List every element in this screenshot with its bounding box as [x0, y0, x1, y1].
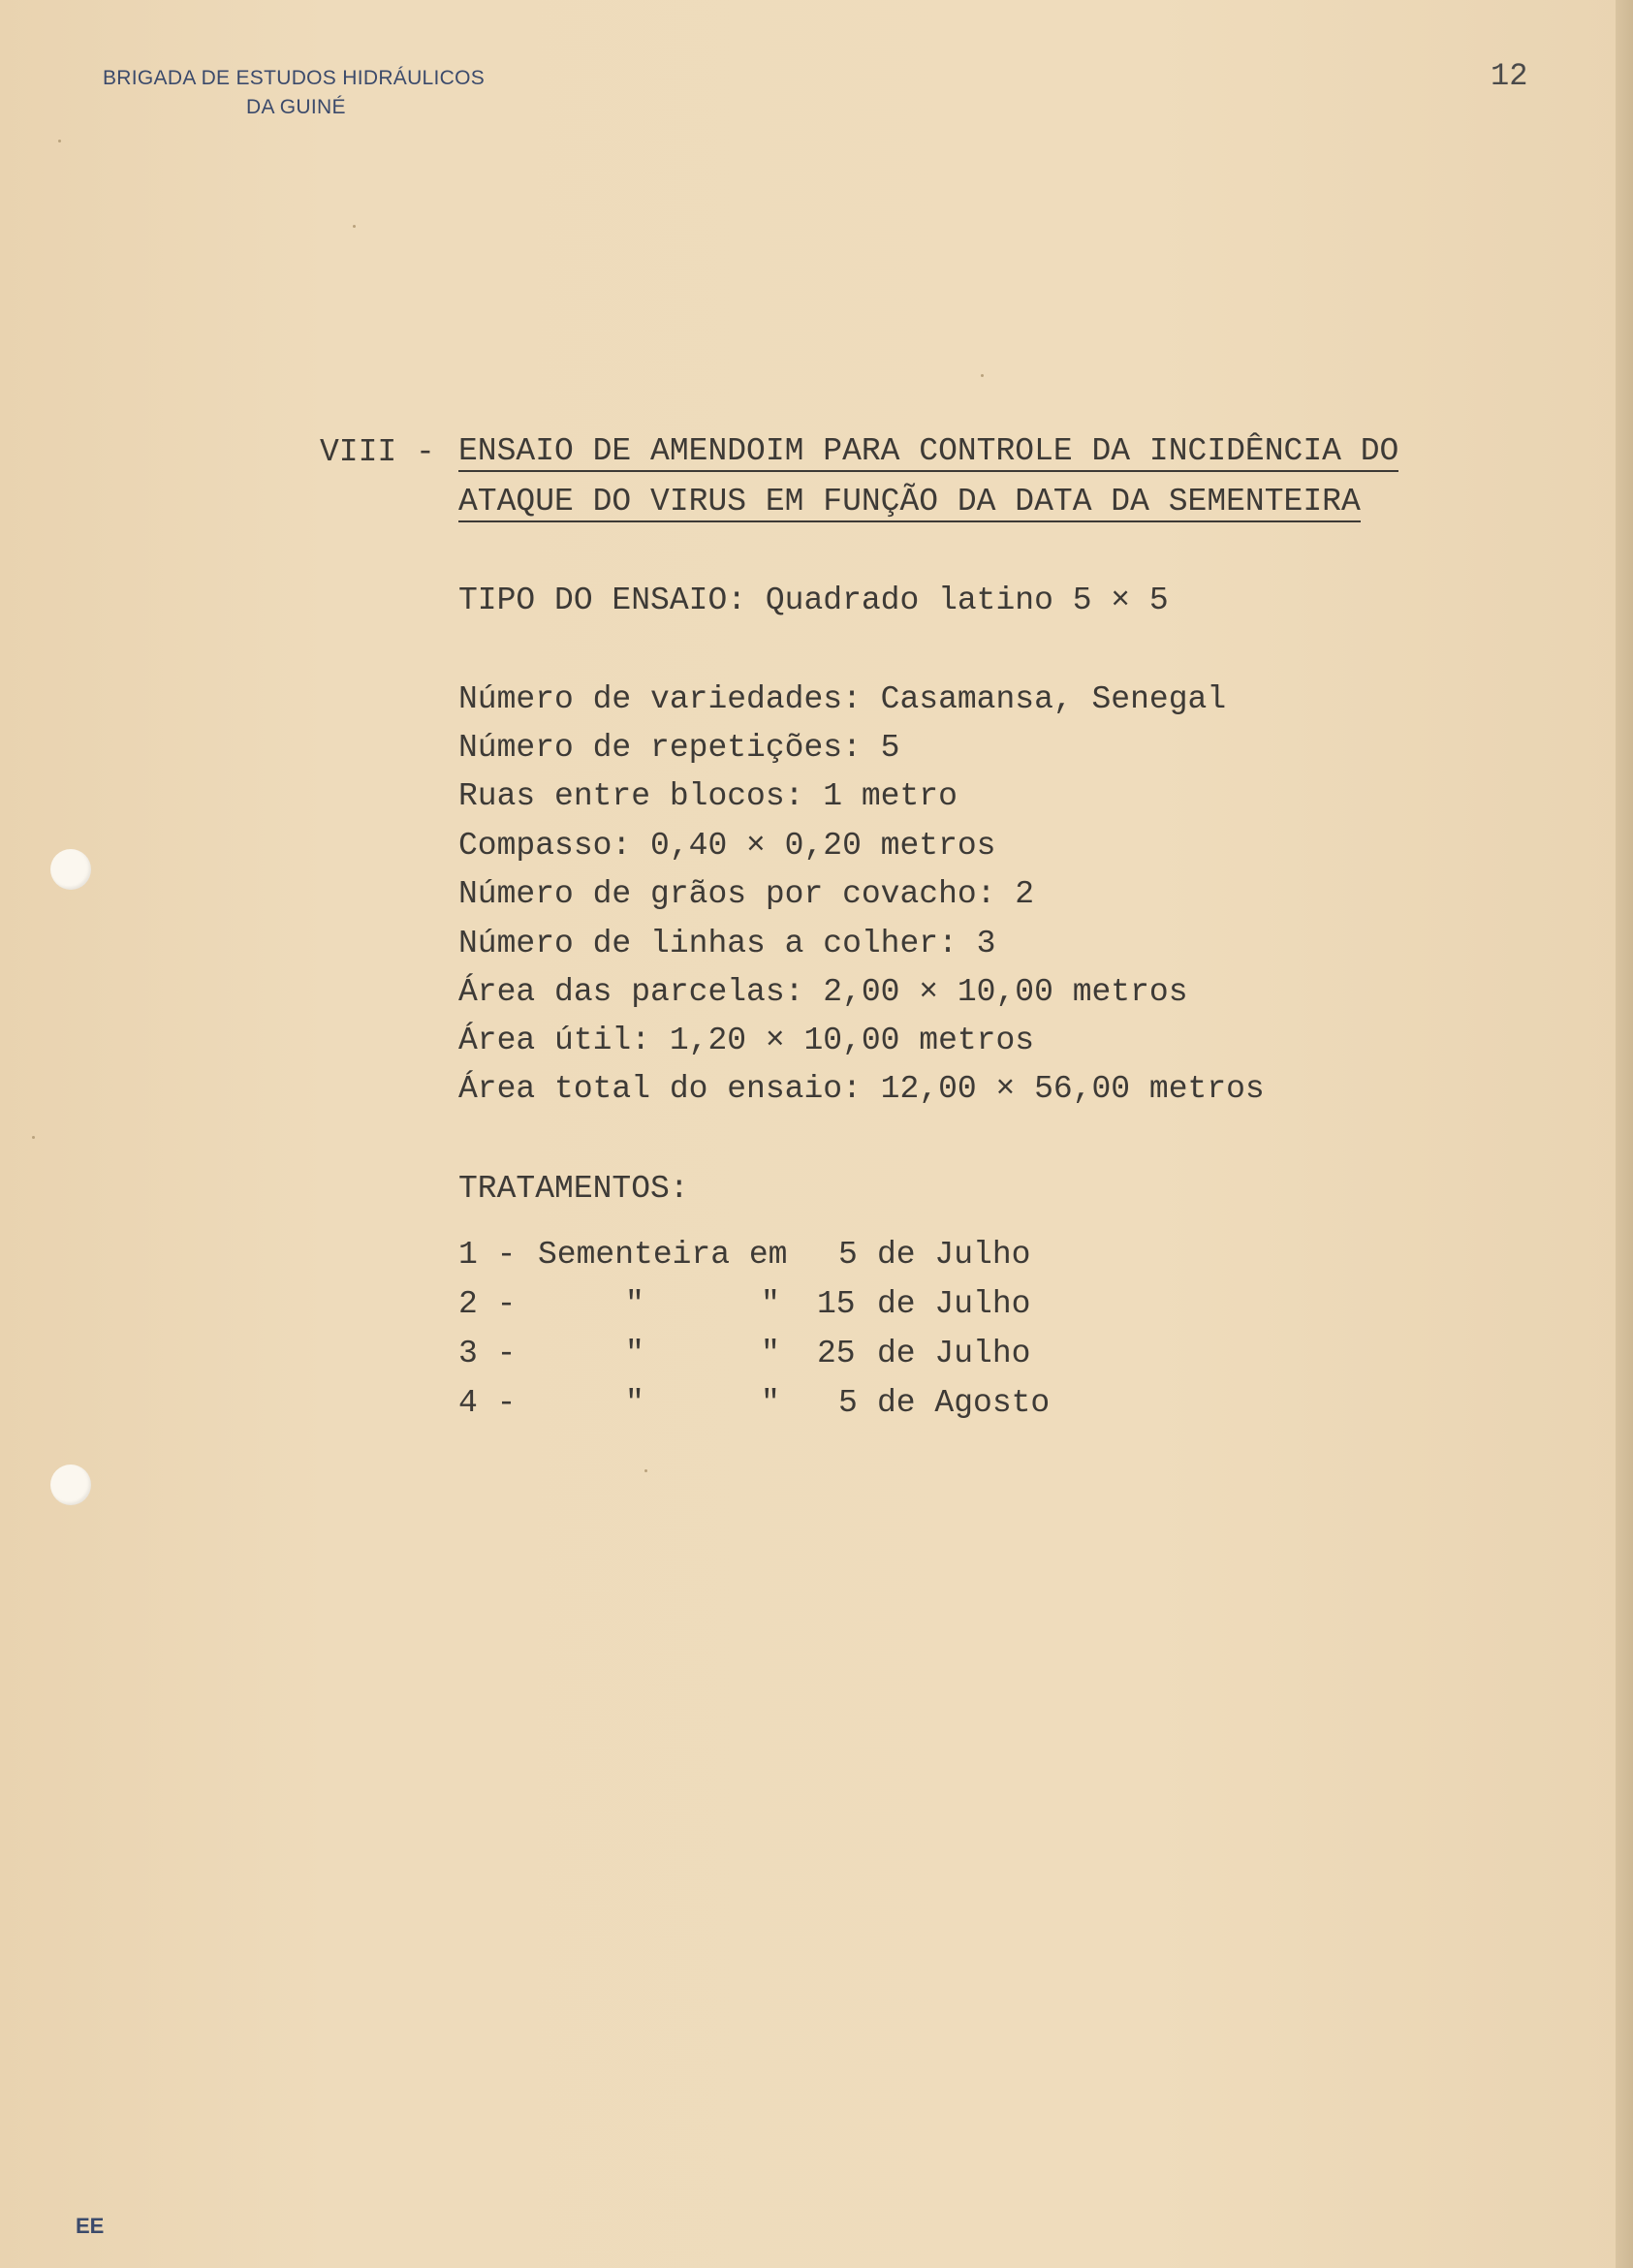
ditto-mark: " — [761, 1286, 780, 1322]
punch-hole-top — [50, 849, 91, 890]
detail-total-area: Área total do ensaio: 12,00 × 56,00 metros — [458, 1071, 1265, 1107]
letterhead — [103, 64, 485, 122]
paper-speck — [981, 374, 984, 377]
treatment-number: 1 - — [458, 1237, 517, 1273]
section-title-line-1: ENSAIO DE AMENDOIM PARA CONTROLE DA INCIDÊNCIA DO — [458, 434, 1398, 472]
treatment-day: 5 — [838, 1237, 858, 1273]
letterhead-line-1: BRIGADA DE ESTUDOS HIDRÁULICOS — [103, 67, 486, 89]
treatment-month: de Julho — [877, 1237, 1031, 1273]
punch-hole-bottom — [50, 1465, 91, 1505]
paper-speck — [32, 1136, 35, 1139]
treatment-number: 2 - — [458, 1286, 517, 1322]
treatment-number: 4 - — [458, 1385, 517, 1421]
treatment-number: 3 - — [458, 1336, 517, 1371]
treatment-month: de Julho — [877, 1286, 1031, 1322]
ditto-mark: " — [761, 1336, 780, 1371]
detail-useful-area: Área útil: 1,20 × 10,00 metros — [458, 1023, 1035, 1058]
paper-speck — [58, 140, 61, 142]
detail-grains-per-hole: Número de grãos por covacho: 2 — [458, 876, 1035, 912]
detail-lines-to-harvest: Número de linhas a colher: 3 — [458, 926, 996, 961]
treatment-day: 5 — [838, 1385, 858, 1421]
paper-speck — [644, 1469, 647, 1472]
treatment-month: de Agosto — [877, 1385, 1051, 1421]
footer-mark: EE — [76, 2214, 105, 2238]
ditto-mark: " — [625, 1286, 644, 1322]
treatment-month: de Julho — [877, 1336, 1031, 1371]
letterhead-line-2: DA GUINÉ — [246, 96, 346, 118]
section-number: VIII - — [320, 434, 435, 470]
detail-plot-area: Área das parcelas: 2,00 × 10,00 metros — [458, 974, 1188, 1010]
page-edge-shadow — [1616, 0, 1633, 2268]
ditto-mark: " — [761, 1385, 780, 1421]
treatment-day: 25 — [817, 1336, 856, 1371]
detail-spacing: Compasso: 0,40 × 0,20 metros — [458, 828, 996, 864]
treatment-day: 15 — [817, 1286, 856, 1322]
detail-varieties: Número de variedades: Casamansa, Senegal — [458, 681, 1227, 717]
section-title-line-2: ATAQUE DO VIRUS EM FUNÇÃO DA DATA DA SEMENTEIRA — [458, 485, 1361, 522]
detail-rows-between-blocks: Ruas entre blocos: 1 metro — [458, 778, 958, 814]
detail-repetitions: Número de repetições: 5 — [458, 730, 900, 766]
treatment-label: Sementeira em — [538, 1237, 788, 1273]
treatments-heading: TRATAMENTOS: — [458, 1171, 689, 1207]
ditto-mark: " — [625, 1336, 644, 1371]
page-number: 12 — [1491, 58, 1528, 94]
ditto-mark: " — [625, 1385, 644, 1421]
paper-speck — [353, 225, 356, 228]
trial-type: TIPO DO ENSAIO: Quadrado latino 5 × 5 — [458, 583, 1169, 618]
